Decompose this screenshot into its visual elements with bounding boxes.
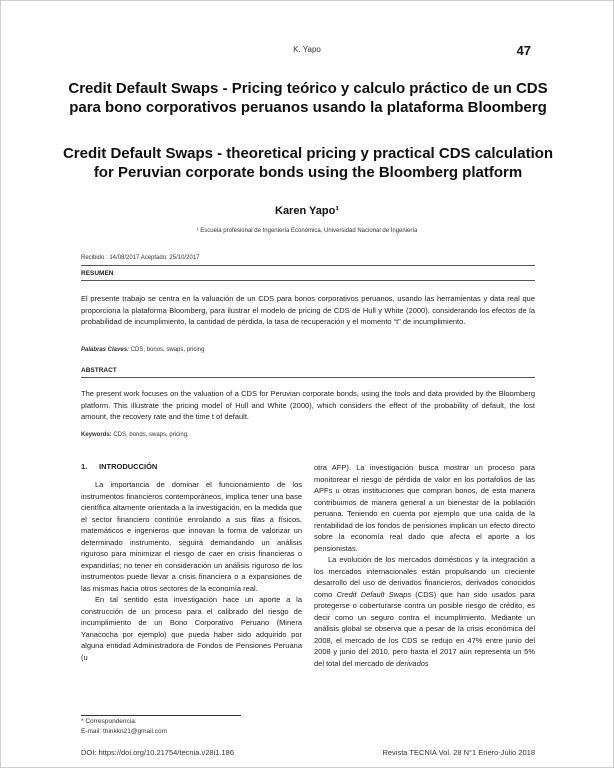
body-column-right <box>314 462 535 669</box>
keywords-value: CDS, bonds, swaps, pricing. <box>113 432 189 438</box>
resumen-keywords <box>81 347 204 353</box>
footer-journal: Revista TECNIA Vol. 28 N°1 Enero-Julio 2018 <box>382 748 535 757</box>
title-spanish: Credit Default Swaps - Pricing teórico y calculo práctico de un CDS para bono corporativos peruanos usando la plataforma Bloomberg <box>68 80 548 116</box>
section-heading <box>81 462 157 471</box>
italic-term: Credit Default Swaps <box>336 589 412 599</box>
keywords-value: CDS, bonos, swaps, pricing <box>130 347 205 353</box>
italic-term: derivados <box>396 658 429 668</box>
footnote-email: E-mail: thinkkn21@gmail.com <box>81 728 168 735</box>
resumen-text: El presente trabajo se centra en la valuación de un CDS para bonos corporativos peruanos, usando las herramientas y data real que proporciona la plataforma Bloomberg, para ilustrar el modelo de pricing de CDS de Hull y White (2000), considerando los efectos de la probabilidad de incumplimiento, la cantidad de pérdida, la tasa de recuperación y el momento “t” de incumplimiento. <box>81 294 535 326</box>
body-paragraph: otra AFP). La investigación busca mostrar un proceso para monitorear el riesgo de pérdida de valor en los portafolios de las APFs u otras instituciones que compran bonos, de esta manera contribuimos de manera general a un bienestar de la población peruana. Teniendo en cuenta por ejemplo que una caída de la rentabilidad de los fondos de pensiones implican un efecto directo sobre la economía real dado que afecta el aporte a los pensionistas. <box>314 463 535 553</box>
divider <box>81 280 535 281</box>
author-name: Karen Yapo¹ <box>275 205 339 217</box>
abstract-text: The present work focuses on the valuation of a CDS for Peruvian corporate bonds, using the tools and data provided by the Bloomberg platform. This illustrate the pricing model of Hull and White (2000), which considers the effect of the probability of default, the lost amount, the recovery rate and the time t of default. <box>81 389 535 421</box>
keywords-label: Keywords: <box>81 432 112 438</box>
divider <box>81 265 535 266</box>
footer-doi: DOI: https://doi.org/10.21754/tecnia.v28i1.186 <box>81 748 235 757</box>
section-title: INTRODUCCIÓN <box>99 462 158 471</box>
keywords-label: Palabras Claves: <box>81 347 130 353</box>
footnote-divider <box>81 715 241 716</box>
text-run: La evolución de los mercados domésticos y la integración a los mercados internacionales están propulsando un creciente desarrollo del uso de derivados financieros, derivados conocidos como <box>314 555 535 599</box>
running-head: K. Yapo <box>293 45 321 54</box>
body-paragraph: La importancia de dominar el funcionamiento de los instrumentos financieros contemporáneos, implica tener una base científica altamente orientada a la investigación, en la medida que el sector financiero continúe enrolando a sus filas a físicos, matemáticos e ingenieros que innovan la forma de valorizar un determinado instrumento, seguirá demandando un análisis riguroso para minimizar el riesgo de caer en crisis financieras o expandirlas; no tener en consideración un análisis riguroso de los instrumentos puede llevar a crisis financiera o a expansiones de las mismas hacia otros sectores de la economía real. <box>81 480 302 593</box>
received-accepted-dates: Recibido : 14/08/2017 Aceptado: 25/10/2017 <box>81 255 200 261</box>
page-number: 47 <box>516 43 531 58</box>
divider <box>81 377 535 378</box>
body-column-left <box>81 479 302 663</box>
title-english: Credit Default Swaps - theoretical pricing y practical CDS calculation for Peruvian corporate bonds using the Bloomberg platform <box>62 145 554 181</box>
body-paragraph <box>314 554 535 669</box>
abstract-heading: ABSTRACT <box>81 367 117 374</box>
resumen-heading: RESUMEN <box>81 270 114 277</box>
footnote-correspondence: * Correspondencia: <box>81 718 137 725</box>
body-paragraph: En tal sentido esta investigación hace un aporte a la construcción de un proceso para el calibrado del riesgo de incumplimiento de un Bono Corporativo Peruano (Minera Yanacocha por ejemplo) que pueda haber sido adquirido por alguna entidad Administradora de Fondos de Pensiones Peruana (u <box>81 595 302 662</box>
text-run: (CDS) que han sido usados para protegerse o coberturarse contra un posible riesgo de crédito, es decir como un seguro contra el incumplimiento. Mediante un análisis global se observa que a pesar de la crisis económica del 2008, el mercado de los CDS se redujo en 47% entre junio del 2008 y junio del 2010, pero hasta el 2017 aún representa un 5% del total del mercado de <box>314 589 535 668</box>
author-affiliation: ¹ Escuela profesional de Ingeniería Económica, Universidad Nacional de Ingeniería <box>196 228 418 234</box>
section-number: 1. <box>81 462 88 471</box>
abstract-keywords <box>81 432 189 438</box>
